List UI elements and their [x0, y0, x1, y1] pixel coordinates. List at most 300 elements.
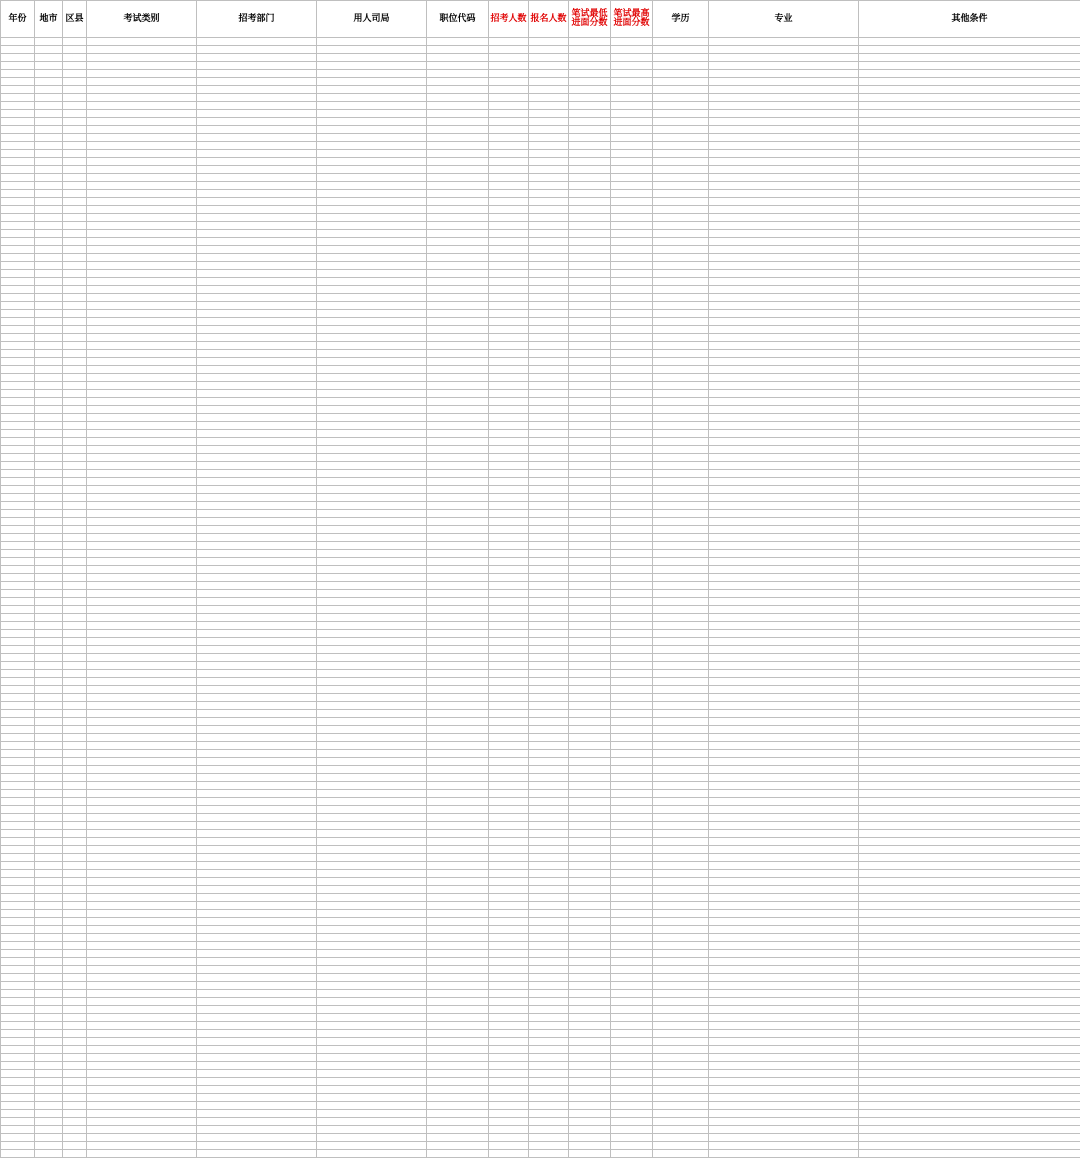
table-cell [529, 902, 569, 910]
table-cell [87, 390, 197, 398]
table-cell [529, 110, 569, 118]
table-cell [87, 398, 197, 406]
table-cell [87, 910, 197, 918]
table-cell [569, 854, 611, 862]
table-cell [611, 550, 653, 558]
table-cell [317, 958, 427, 966]
table-cell [709, 742, 859, 750]
table-cell [87, 870, 197, 878]
table-cell [653, 918, 709, 926]
table-cell [709, 942, 859, 950]
table-cell [63, 1030, 87, 1038]
table-cell [529, 334, 569, 342]
table-cell [653, 902, 709, 910]
table-cell [529, 670, 569, 678]
table-cell [569, 574, 611, 582]
table-cell [859, 878, 1080, 886]
table-cell [317, 102, 427, 110]
table-cell [529, 142, 569, 150]
table-cell [653, 710, 709, 718]
table-cell [197, 174, 317, 182]
table-cell [1, 158, 35, 166]
table-cell [529, 622, 569, 630]
table-cell [709, 950, 859, 958]
table-cell [709, 678, 859, 686]
table-cell [87, 502, 197, 510]
table-cell [529, 870, 569, 878]
table-cell [709, 662, 859, 670]
table-cell [653, 310, 709, 318]
table-cell [35, 326, 63, 334]
table-cell [611, 502, 653, 510]
table-cell [611, 222, 653, 230]
table-cell [197, 526, 317, 534]
header-row [1, 1, 1080, 38]
table-cell [489, 726, 529, 734]
table-cell [35, 582, 63, 590]
table-cell [653, 622, 709, 630]
table-cell [489, 630, 529, 638]
table-cell [35, 182, 63, 190]
table-cell [569, 238, 611, 246]
table-cell [63, 350, 87, 358]
table-cell [317, 534, 427, 542]
table-cell [709, 766, 859, 774]
table-cell [611, 678, 653, 686]
table-cell [1, 230, 35, 238]
table-cell [35, 1014, 63, 1022]
table-cell [653, 686, 709, 694]
table-cell [1, 214, 35, 222]
table-row [1, 382, 1080, 390]
table-cell [427, 46, 489, 54]
table-row [1, 910, 1080, 918]
table-cell [569, 406, 611, 414]
column-header: 招考人数 [489, 1, 529, 38]
table-cell [1, 1054, 35, 1062]
table-cell [63, 374, 87, 382]
column-header: 用人司局 [317, 1, 427, 38]
table-cell [529, 342, 569, 350]
table-cell [529, 630, 569, 638]
table-cell [35, 486, 63, 494]
table-cell [653, 670, 709, 678]
table-cell [1, 438, 35, 446]
table-cell [35, 430, 63, 438]
table-cell [427, 582, 489, 590]
table-cell [63, 622, 87, 630]
table-cell [569, 910, 611, 918]
table-cell [1, 654, 35, 662]
table-cell [569, 422, 611, 430]
table-cell [859, 166, 1080, 174]
table-row [1, 718, 1080, 726]
table-cell [317, 46, 427, 54]
table-cell [611, 462, 653, 470]
table-cell [317, 1110, 427, 1118]
table-cell [1, 1022, 35, 1030]
table-cell [569, 502, 611, 510]
table-cell [489, 1054, 529, 1062]
table-row [1, 686, 1080, 694]
table-cell [859, 598, 1080, 606]
table-cell [63, 1078, 87, 1086]
table-cell [35, 814, 63, 822]
table-cell [709, 1078, 859, 1086]
table-cell [87, 510, 197, 518]
table-cell [197, 446, 317, 454]
table-cell [87, 326, 197, 334]
table-cell [529, 446, 569, 454]
table-cell [653, 654, 709, 662]
table-cell [569, 862, 611, 870]
table-cell [63, 334, 87, 342]
table-cell [1, 46, 35, 54]
table-cell [427, 414, 489, 422]
table-cell [653, 414, 709, 422]
table-cell [87, 70, 197, 78]
table-cell [489, 718, 529, 726]
table-cell [709, 254, 859, 262]
table-cell [611, 334, 653, 342]
table-cell [63, 366, 87, 374]
table-cell [87, 750, 197, 758]
table-cell [1, 510, 35, 518]
table-cell [489, 78, 529, 86]
table-cell [489, 526, 529, 534]
table-cell [427, 518, 489, 526]
table-cell [63, 990, 87, 998]
table-cell [35, 894, 63, 902]
table-cell [611, 934, 653, 942]
table-cell [87, 902, 197, 910]
table-cell [611, 190, 653, 198]
table-cell [63, 254, 87, 262]
table-cell [35, 902, 63, 910]
table-row [1, 86, 1080, 94]
table-cell [859, 942, 1080, 950]
table-cell [653, 430, 709, 438]
table-cell [709, 150, 859, 158]
table-cell [859, 478, 1080, 486]
table-cell [87, 358, 197, 366]
table-cell [859, 1062, 1080, 1070]
table-row [1, 366, 1080, 374]
table-cell [489, 486, 529, 494]
table-cell [87, 350, 197, 358]
table-cell [611, 982, 653, 990]
table-cell [709, 750, 859, 758]
table-row [1, 942, 1080, 950]
table-cell [35, 366, 63, 374]
table-row [1, 638, 1080, 646]
table-cell [489, 294, 529, 302]
table-row [1, 526, 1080, 534]
table-cell [569, 974, 611, 982]
table-cell [427, 950, 489, 958]
table-cell [317, 254, 427, 262]
table-cell [653, 558, 709, 566]
table-cell [709, 1086, 859, 1094]
table-cell [35, 1150, 63, 1158]
table-cell [1, 582, 35, 590]
table-cell [653, 862, 709, 870]
table-row [1, 158, 1080, 166]
table-cell [1, 318, 35, 326]
table-cell [87, 582, 197, 590]
table-cell [653, 830, 709, 838]
table-cell [317, 390, 427, 398]
table-cell [87, 1054, 197, 1062]
table-cell [87, 606, 197, 614]
table-cell [529, 414, 569, 422]
table-cell [611, 686, 653, 694]
table-cell [197, 230, 317, 238]
table-cell [427, 494, 489, 502]
table-cell [427, 758, 489, 766]
table-cell [709, 382, 859, 390]
table-cell [709, 558, 859, 566]
table-row [1, 374, 1080, 382]
table-cell [529, 726, 569, 734]
table-cell [859, 1022, 1080, 1030]
table-row [1, 758, 1080, 766]
table-cell [427, 254, 489, 262]
table-row [1, 1134, 1080, 1142]
table-cell [859, 702, 1080, 710]
table-cell [87, 678, 197, 686]
table-cell [87, 406, 197, 414]
table-cell [197, 86, 317, 94]
table-cell [317, 134, 427, 142]
table-cell [709, 126, 859, 134]
table-cell [1, 1086, 35, 1094]
table-cell [35, 1118, 63, 1126]
table-cell [87, 638, 197, 646]
table-cell [197, 566, 317, 574]
table-cell [63, 134, 87, 142]
table-cell [709, 574, 859, 582]
table-cell [1, 718, 35, 726]
table-cell [317, 1070, 427, 1078]
table-cell [87, 982, 197, 990]
table-cell [1, 1006, 35, 1014]
table-cell [653, 470, 709, 478]
column-header: 区县 [63, 1, 87, 38]
table-cell [653, 182, 709, 190]
table-cell [859, 766, 1080, 774]
table-cell [709, 438, 859, 446]
table-cell [529, 102, 569, 110]
table-cell [611, 598, 653, 606]
table-cell [35, 558, 63, 566]
table-cell [197, 534, 317, 542]
table-cell [87, 254, 197, 262]
table-cell [569, 1110, 611, 1118]
column-header: 地市 [35, 1, 63, 38]
table-cell [489, 790, 529, 798]
table-cell [569, 86, 611, 94]
table-cell [569, 958, 611, 966]
table-cell [611, 1086, 653, 1094]
table-cell [653, 1046, 709, 1054]
table-cell [427, 318, 489, 326]
table-cell [317, 806, 427, 814]
table-cell [35, 302, 63, 310]
table-cell [35, 662, 63, 670]
table-cell [1, 702, 35, 710]
table-row [1, 862, 1080, 870]
table-cell [35, 678, 63, 686]
table-cell [63, 998, 87, 1006]
table-cell [197, 1150, 317, 1158]
table-cell [529, 278, 569, 286]
table-cell [569, 558, 611, 566]
table-cell [427, 1142, 489, 1150]
table-cell [529, 750, 569, 758]
table-cell [709, 206, 859, 214]
table-cell [709, 910, 859, 918]
table-row [1, 966, 1080, 974]
table-cell [653, 574, 709, 582]
table-body [1, 38, 1080, 1158]
table-row [1, 678, 1080, 686]
table-cell [427, 462, 489, 470]
table-cell [1, 102, 35, 110]
table-cell [859, 694, 1080, 702]
table-row [1, 958, 1080, 966]
table-row [1, 94, 1080, 102]
table-cell [1, 966, 35, 974]
table-row [1, 110, 1080, 118]
table-cell [569, 894, 611, 902]
table-cell [317, 630, 427, 638]
table-cell [489, 614, 529, 622]
table-cell [611, 950, 653, 958]
table-cell [611, 694, 653, 702]
table-cell [87, 62, 197, 70]
table-cell [653, 926, 709, 934]
table-cell [1, 1150, 35, 1158]
table-cell [63, 638, 87, 646]
table-cell [859, 334, 1080, 342]
table-cell [653, 94, 709, 102]
table-cell [63, 118, 87, 126]
table-cell [611, 790, 653, 798]
table-cell [87, 1118, 197, 1126]
table-cell [529, 86, 569, 94]
table-cell [63, 438, 87, 446]
table-cell [63, 206, 87, 214]
table-cell [197, 974, 317, 982]
table-cell [87, 806, 197, 814]
table-cell [63, 646, 87, 654]
table-cell [35, 974, 63, 982]
table-cell [35, 718, 63, 726]
table-cell [529, 94, 569, 102]
table-cell [197, 702, 317, 710]
table-cell [709, 398, 859, 406]
table-cell [35, 438, 63, 446]
table-cell [709, 790, 859, 798]
table-cell [611, 742, 653, 750]
table-cell [63, 182, 87, 190]
table-cell [317, 782, 427, 790]
table-cell [611, 206, 653, 214]
table-row [1, 598, 1080, 606]
table-cell [709, 1014, 859, 1022]
table-cell [569, 430, 611, 438]
table-cell [529, 526, 569, 534]
table-cell [529, 758, 569, 766]
table-cell [427, 470, 489, 478]
table-cell [87, 686, 197, 694]
table-cell [653, 870, 709, 878]
table-cell [197, 302, 317, 310]
table-cell [317, 1046, 427, 1054]
table-cell [317, 350, 427, 358]
table-cell [569, 446, 611, 454]
table-row [1, 422, 1080, 430]
table-cell [569, 886, 611, 894]
table-cell [427, 1046, 489, 1054]
table-cell [1, 846, 35, 854]
table-cell [1, 222, 35, 230]
table-cell [197, 942, 317, 950]
table-cell [317, 118, 427, 126]
table-cell [569, 1102, 611, 1110]
table-cell [63, 558, 87, 566]
table-cell [653, 974, 709, 982]
table-cell [1, 694, 35, 702]
table-cell [489, 534, 529, 542]
table-cell [63, 214, 87, 222]
table-cell [317, 886, 427, 894]
table-cell [489, 670, 529, 678]
table-row [1, 902, 1080, 910]
table-cell [1, 254, 35, 262]
table-cell [87, 766, 197, 774]
table-cell [1, 1110, 35, 1118]
table-cell [569, 390, 611, 398]
table-cell [529, 766, 569, 774]
table-cell [859, 774, 1080, 782]
table-cell [87, 1030, 197, 1038]
table-cell [1, 446, 35, 454]
table-cell [1, 878, 35, 886]
table-cell [197, 550, 317, 558]
table-cell [35, 150, 63, 158]
table-cell [569, 542, 611, 550]
table-cell [427, 822, 489, 830]
table-cell [529, 326, 569, 334]
table-cell [63, 694, 87, 702]
table-cell [35, 846, 63, 854]
table-row [1, 302, 1080, 310]
table-cell [489, 422, 529, 430]
table-cell [63, 278, 87, 286]
table-cell [197, 734, 317, 742]
table-cell [197, 798, 317, 806]
table-cell [1, 350, 35, 358]
table-cell [87, 734, 197, 742]
table-cell [427, 502, 489, 510]
table-cell [611, 102, 653, 110]
table-cell [709, 958, 859, 966]
table-cell [35, 766, 63, 774]
table-cell [63, 1054, 87, 1062]
table-row [1, 174, 1080, 182]
